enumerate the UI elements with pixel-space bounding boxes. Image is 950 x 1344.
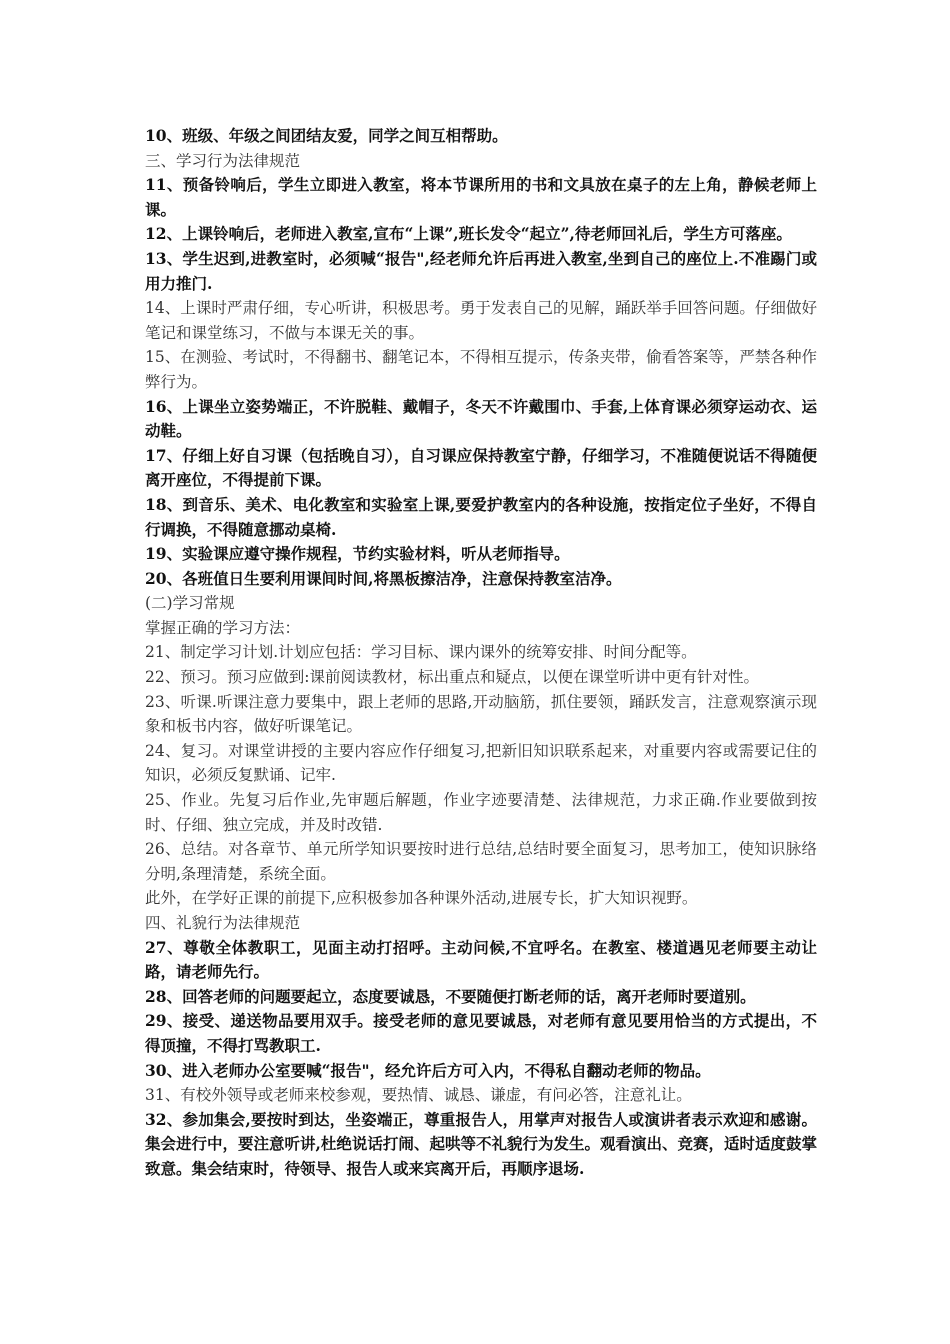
paragraph-20: 20、各班值日生要利用课间时间,将黑板擦洁净，注意保持教室洁净。: [145, 568, 622, 588]
paragraph-29: 29、接受、递送物品要用双手。接受老师的意见要诚恳，对老师有意见要用恰当的方式提出，不得顶撞，不得打骂教职工.: [145, 1011, 817, 1055]
paragraph-14: 14、上课时严肃仔细，专心听讲，积极思考。勇于发表自己的见解，踊跃举手回答问题。仔细做好笔记和课堂练习，不做与本课无关的事。: [145, 299, 817, 342]
paragraph-10: 10、班级、年级之间团结友爱，同学之间互相帮助。: [145, 126, 508, 145]
paragraph-27: 27、尊敬全体教职工，见面主动打招呼。主动问候,不宜呼名。在教室、楼道遇见老师要主动让路，请老师先行。: [145, 937, 817, 982]
paragraph-22: 22、预习。预习应做到:课前阅读教材，标出重点和疑点，以便在课堂听讲中更有针对性。: [145, 668, 759, 687]
paragraph-21: 21、制定学习计划.计划应包括：学习目标、课内课外的统筹安排、时间分配等。: [145, 643, 697, 662]
paragraph-31: 31、有校外领导或老师来校参观，要热情、诚恳、谦虚，有问必答，注意礼让。: [145, 1086, 692, 1105]
paragraph-32: 32、参加集会,要按时到达，坐姿端正，尊重报告人，用掌声对报告人或演讲者表示欢迎和感谢。集会进行中，要注意听讲,杜绝说话打闹、起哄等不礼貌行为发生。观看演出、竞赛，适时适度鼓掌致意。集会结束时，待领导、报告人或来宾离开后，再顺序退场.: [145, 1109, 817, 1178]
paragraph-extra: 此外，在学好正课的前提下,应积极参加各种课外活动,进展专长，扩大知识视野。: [145, 889, 698, 908]
section-heading-study-routine: (二)学习常规: [145, 594, 235, 613]
section-heading-etiquette: 四、礼貌行为法律规范: [145, 914, 301, 932]
document-page: [145, 124, 817, 1182]
paragraph-16: 16、上课坐立姿势端正，不许脱鞋、戴帽子，冬天不许戴围巾、手套,上体育课必须穿运动衣、运动鞋。: [145, 396, 817, 441]
paragraph-17: 17、仔细上好自习课（包括晚自习），自习课应保持教室宁静，仔细学习，不准随便说话不得随便离开座位，不得提前下课。: [145, 445, 817, 490]
paragraph-13: 13、学生迟到,进教室时，必须喊“报告",经老师允许后再进入教室,坐到自己的座位上.不准踢门或用力推门.: [145, 248, 817, 293]
paragraph-30: 30、进入老师办公室要喊“报告"，经允许后方可入内，不得私自翻动老师的物品。: [145, 1060, 711, 1080]
paragraph-methods-intro: 掌握正确的学习方法：: [145, 618, 301, 637]
paragraph-19: 19、实验课应遵守操作规程，节约实验材料，听从老师指导。: [145, 544, 570, 564]
paragraph-15: 15、在测验、考试时，不得翻书、翻笔记本，不得相互提示，传条夹带，偷看答案等，严禁各种作弊行为。: [145, 348, 817, 391]
paragraph-18: 18、到音乐、美术、电化教室和实验室上课,要爱护教室内的各种设施，按指定位子坐好，不得自行调换，不得随意挪动桌椅.: [145, 494, 817, 539]
paragraph-26: 26、总结。对各章节、单元所学知识要按时进行总结,总结时要全面复习，思考加工，使知识脉络分明,条理清楚，系统全面。: [145, 840, 817, 883]
paragraph-23: 23、听课.听课注意力要集中，跟上老师的思路,开动脑筋，抓住要领，踊跃发言，注意观察演示现象和板书内容，做好听课笔记。: [145, 692, 817, 736]
section-heading-study-rules: 三、学习行为法律规范: [145, 151, 301, 170]
paragraph-11: 11、预备铃响后，学生立即进入教室，将本节课所用的书和文具放在桌子的左上角，静候老师上课。: [145, 175, 817, 219]
paragraph-24: 24、复习。对课堂讲授的主要内容应作仔细复习,把新旧知识联系起来，对重要内容或需要记住的知识，必须反复默诵、记牢.: [145, 741, 817, 785]
paragraph-25: 25、作业。先复习后作业,先审题后解题，作业字迹要清楚、法律规范，力求正确.作业要做到按时、仔细、独立完成，并及时改错.: [145, 791, 817, 834]
paragraph-12: 12、上课铃响后，老师进入教室,宣布“上课”,班长发令“起立”,待老师回礼后，学生方可落座。: [145, 224, 792, 244]
paragraph-28: 28、回答老师的问题要起立，态度要诚恳，不要随便打断老师的话，离开老师时要道别。: [145, 986, 756, 1006]
